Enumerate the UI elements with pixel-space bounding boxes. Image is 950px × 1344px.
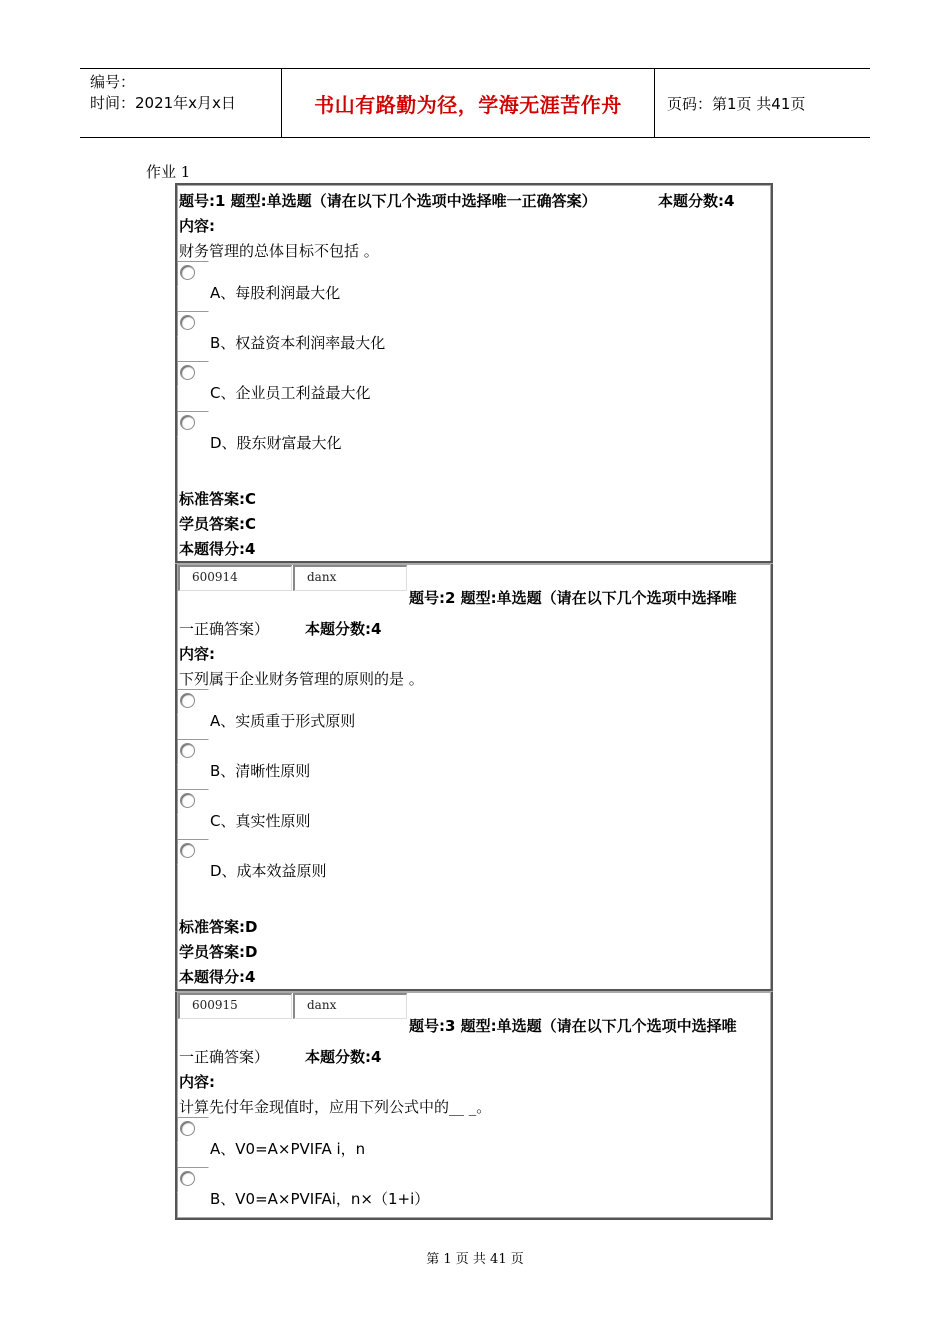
question-meta-cont: 一正确答案）	[179, 620, 270, 638]
question-score: 本题分数:4	[658, 192, 735, 210]
question-meta: 题号:2 题型:单选题（请在以下几个选项中选择唯	[409, 589, 737, 607]
option-a: A、实质重于形式原则	[210, 712, 356, 730]
option-b: B、清晰性原则	[210, 762, 311, 780]
question-score: 本题分数:4	[305, 1048, 382, 1066]
question-meta: 题号:3 题型:单选题（请在以下几个选项中选择唯	[409, 1017, 737, 1035]
page-footer: 第 1 页 共 41 页	[426, 1252, 524, 1267]
content-label: 内容:	[179, 1073, 215, 1091]
option-b: B、权益资本利润率最大化	[210, 334, 386, 352]
time-label: 时间：2021年x月x日	[90, 94, 236, 112]
option-c: C、真实性原则	[210, 812, 311, 830]
option-b: B、V0=A×PVIFAi，n×（1+i）	[210, 1190, 430, 1208]
page-header	[80, 68, 870, 138]
radio-option-b[interactable]	[177, 1167, 209, 1193]
question-meta-cont: 一正确答案）	[179, 1048, 270, 1066]
page-info: 页码：第1页 共41页	[667, 94, 806, 113]
question-id-cell: 600914	[178, 565, 292, 591]
option-c: C、企业员工利益最大化	[210, 384, 371, 402]
radio-option-b[interactable]	[177, 739, 209, 765]
earned-score: 本题得分:4	[179, 968, 256, 986]
question-stem: 财务管理的总体目标不包括 。	[179, 242, 379, 260]
option-a: A、每股利润最大化	[210, 284, 341, 302]
content-label: 内容:	[179, 645, 215, 663]
header-info	[80, 69, 282, 137]
question-type-cell: danx	[293, 565, 407, 591]
radio-option-b[interactable]	[177, 311, 209, 337]
number-label: 编号：	[90, 73, 136, 91]
radio-option-c[interactable]	[177, 361, 209, 387]
question-stem: 计算先付年金现值时，应用下列公式中的__ _。	[179, 1098, 492, 1116]
student-answer: 学员答案:D	[179, 943, 258, 961]
radio-option-a[interactable]	[177, 1117, 209, 1143]
radio-option-a[interactable]	[177, 261, 209, 287]
radio-option-a[interactable]	[177, 689, 209, 715]
question-meta: 题号:1 题型:单选题（请在以下几个选项中选择唯一正确答案）	[179, 192, 597, 210]
radio-option-d[interactable]	[177, 839, 209, 865]
question-type-cell: danx	[293, 993, 407, 1019]
student-answer: 学员答案:C	[179, 515, 257, 533]
radio-option-c[interactable]	[177, 789, 209, 815]
option-a: A、V0=A×PVIFA i，n	[210, 1140, 366, 1158]
question-id-cell: 600915	[178, 993, 292, 1019]
question-stem: 下列属于企业财务管理的原则的是 。	[179, 670, 424, 688]
option-d: D、股东财富最大化	[210, 434, 342, 452]
option-d: D、成本效益原则	[210, 862, 327, 880]
doc-title: 作业 1	[146, 163, 191, 181]
standard-answer: 标准答案:C	[179, 490, 257, 508]
standard-answer: 标准答案:D	[179, 918, 258, 936]
content-label: 内容:	[179, 217, 215, 235]
question-score: 本题分数:4	[305, 620, 382, 638]
earned-score: 本题得分:4	[179, 540, 256, 558]
motto: 书山有路勤为径，学海无涯苦作舟	[282, 69, 655, 137]
radio-option-d[interactable]	[177, 411, 209, 437]
